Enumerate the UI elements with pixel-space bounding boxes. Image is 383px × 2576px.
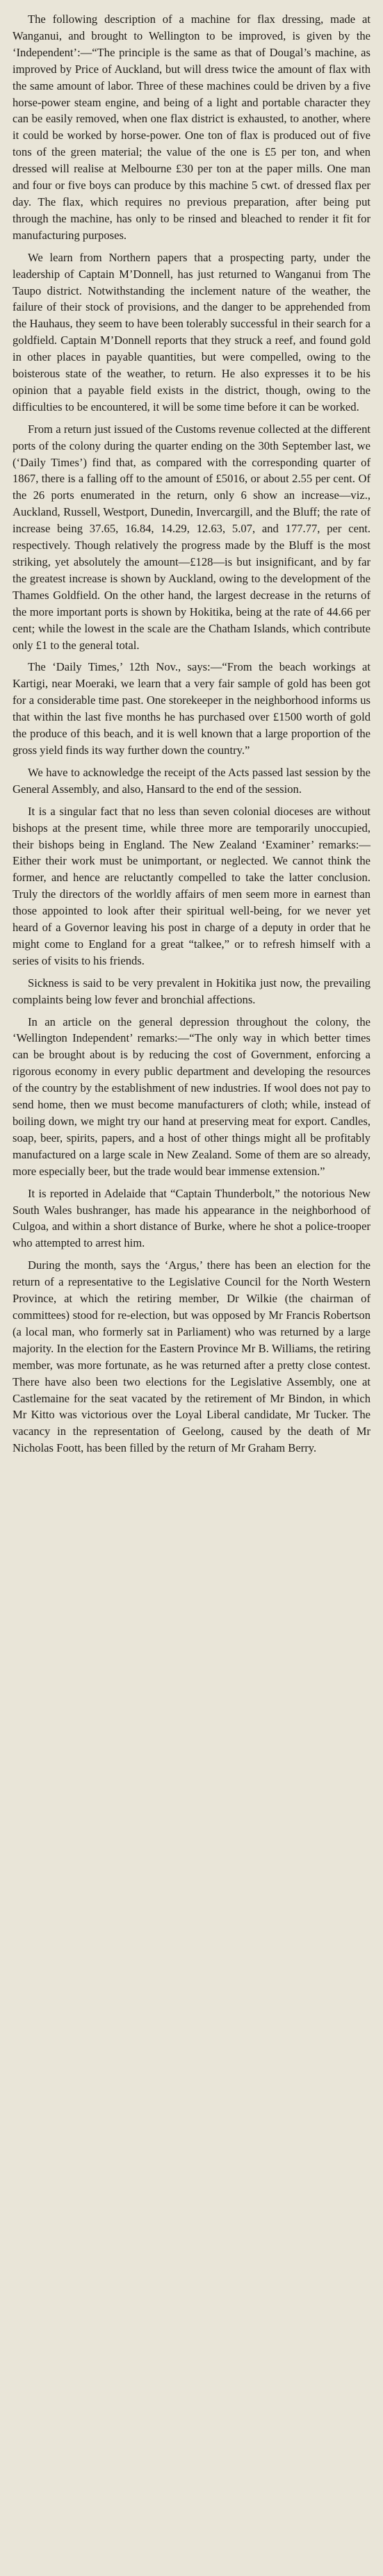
paragraph-captain-thunderbolt: It is reported in Adelaide that “Captain Thunderbolt,” the notorious New South Wales bushranger, has made his appearance in the neighborhood of Culgoa, and within a short distance of Burke, where he shot a police-trooper who attempted to arrest him. bbox=[13, 1186, 370, 1250]
paragraph-general-depression: In an article on the general depression throughout the colony, the ‘Wellington Independent’ remarks:—“The only way in which better times can be brought about is by reducing the cost of Government, enforcing a rigorous economy in every public department and developing the resources of the country by the establishment of new industries. If wool does not pay to send home, then we must become manufacturers of cloth; while, instead of boiling down, we might try our hand at preserving meat for export. Candles, soap, beer, spirits, papers, and a host of other things might all be profitably manufactured on a large scale in New Zealand. Some of them are so already, more especially beer, but the trade would bear immense extension.” bbox=[13, 1015, 370, 1178]
paragraph-prospecting-party: We learn from Northern papers that a prospecting party, under the leadership of Captain M’Donnell, has just returned to Wanganui from The Taupo district. Notwithstanding the inclement nature of the weather, the failure of their stock of provisions, and the danger to be apprehended from the Hauhaus, they seem to have been tolerably successful in their search for a goldfield. Captain M’Donnell reports that they struck a reef, and found gold in other places in payable quantities, but were compelled, owing to the boisterous state of the weather, to return. He also expresses it to be his opinion that a payable field exists in the district, though, owing to the difficulties to be encountered, it will be some time before it can be worked. bbox=[13, 250, 370, 413]
paragraph-elections: During the month, says the ‘Argus,’ there has been an election for the return of a representative to the Legislative Council for the North Western Province, at which the retiring member, Dr Wilkie (the chairman of committees) stood for re-election, but was opposed by Mr Francis Robertson (a local man, who formerly sat in Parliament) who was returned by a large majority. In the election for the Eastern Province Mr B. Williams, the retiring member, was more fortunate, as he was returned after a pretty close contest. There have also been two elections for the Legislative Assembly, one at Castlemaine for the seat vacated by the retirement of Mr Bindon, in which Mr Kitto was victorious over the Loyal Liberal candidate, Mr Tucker. The vacancy in the representation of Geelong, caused by the death of Mr Nicholas Foott, has been filled by the return of Mr Graham Berry. bbox=[13, 1258, 370, 1455]
paragraph-customs-revenue: From a return just issued of the Customs revenue collected at the different ports of the colony during the quarter ending on the 30th September last, we (‘Daily Times’) find that, as compared with the corresponding quarter of 1867, there is a falling off to the amount of £5016, or about 2.55 per cent. Of the 26 ports enumerated in the return, only 6 show an increase—viz., Auckland, Russell, Westport, Dunedin, Invercargill, and the Bluff; the rate of increase being 37.65, 16.84, 14.29, 12.63, 5.07, and 177.77, per cent. respectively. Though relatively the progress made by the Bluff is the most striking, yet absolutely the amount—£128—is but insignificant, and by far the greatest increase is shown by Auckland, owing to the development of the Thames Goldfield. On the other hand, the largest decrease in the returns of the more important ports is shown by Hokitika, being at the rate of 44.66 per cent; while the lowest in the scale are the Chatham Islands, which contribute only £1 to the general total. bbox=[13, 422, 370, 652]
paragraph-colonial-dioceses: It is a singular fact that no less than seven colonial dioceses are without bishops at the present time, while three more are temporarily unoccupied, their bishops being in England. The New Zealand ‘Examiner’ remarks:—Either their work must be unimportant, or neglected. We cannot think the former, and hence are reluctantly compelled to take the latter conclusion. Truly the directors of the worldly affairs of men seem more in earnest than those appointed to look after their spiritual well-being, for we never yet heard of a Governor leaving his post in charge of a deputy in order that he might come to England for a great “talkee,” or to refresh himself with a series of visits to his friends. bbox=[13, 804, 370, 967]
paragraph-acts-acknowledgement: We have to acknowledge the receipt of the Acts passed last session by the General Assembly, and also, Hansard to the end of the session. bbox=[13, 765, 370, 796]
paragraph-flax-machine: The following description of a machine for flax dressing, made at Wanganui, and brought to Wellington to be improved, is given by the ‘Independent’:—“The principle is the same as that of Dougal’s machine, as improved by Price of Auckland, but will dress twice the amount of flax with the same amount of labor. Three of these machines could be driven by a five horse-power steam engine, and being of a light and portable character they can be easily removed, when one flax district is exhausted, to another, where it could be worked by horse-power. One ton of flax is produced out of five tons of the green material; the value of the one is £5 per ton, and when dressed will realise at Melbourne £30 per ton at the paper mills. One man and four or five boys can produce by this machine 5 cwt. of dressed flax per day. The flax, which requires no previous preparation, after being put through the machine, has only to be rinsed and bleached to render it fit for manufacturing purposes. bbox=[13, 13, 370, 242]
paragraph-hokitika-sickness: Sickness is said to be very prevalent in Hokitika just now, the prevailing complaints being low fever and bronchial affections. bbox=[13, 976, 370, 1006]
paragraph-kartigi-gold: The ‘Daily Times,’ 12th Nov., says:—“From the beach workings at Kartigi, near Moeraki, we learn that a very fair sample of gold has been got for a considerable time past. One storekeeper in the neighborhood informs us that within the last five months he has purchased over £1500 worth of gold the produce of this beach, and it is well known that a large proportion of the gross yield finds its way further down the country.” bbox=[13, 660, 370, 757]
